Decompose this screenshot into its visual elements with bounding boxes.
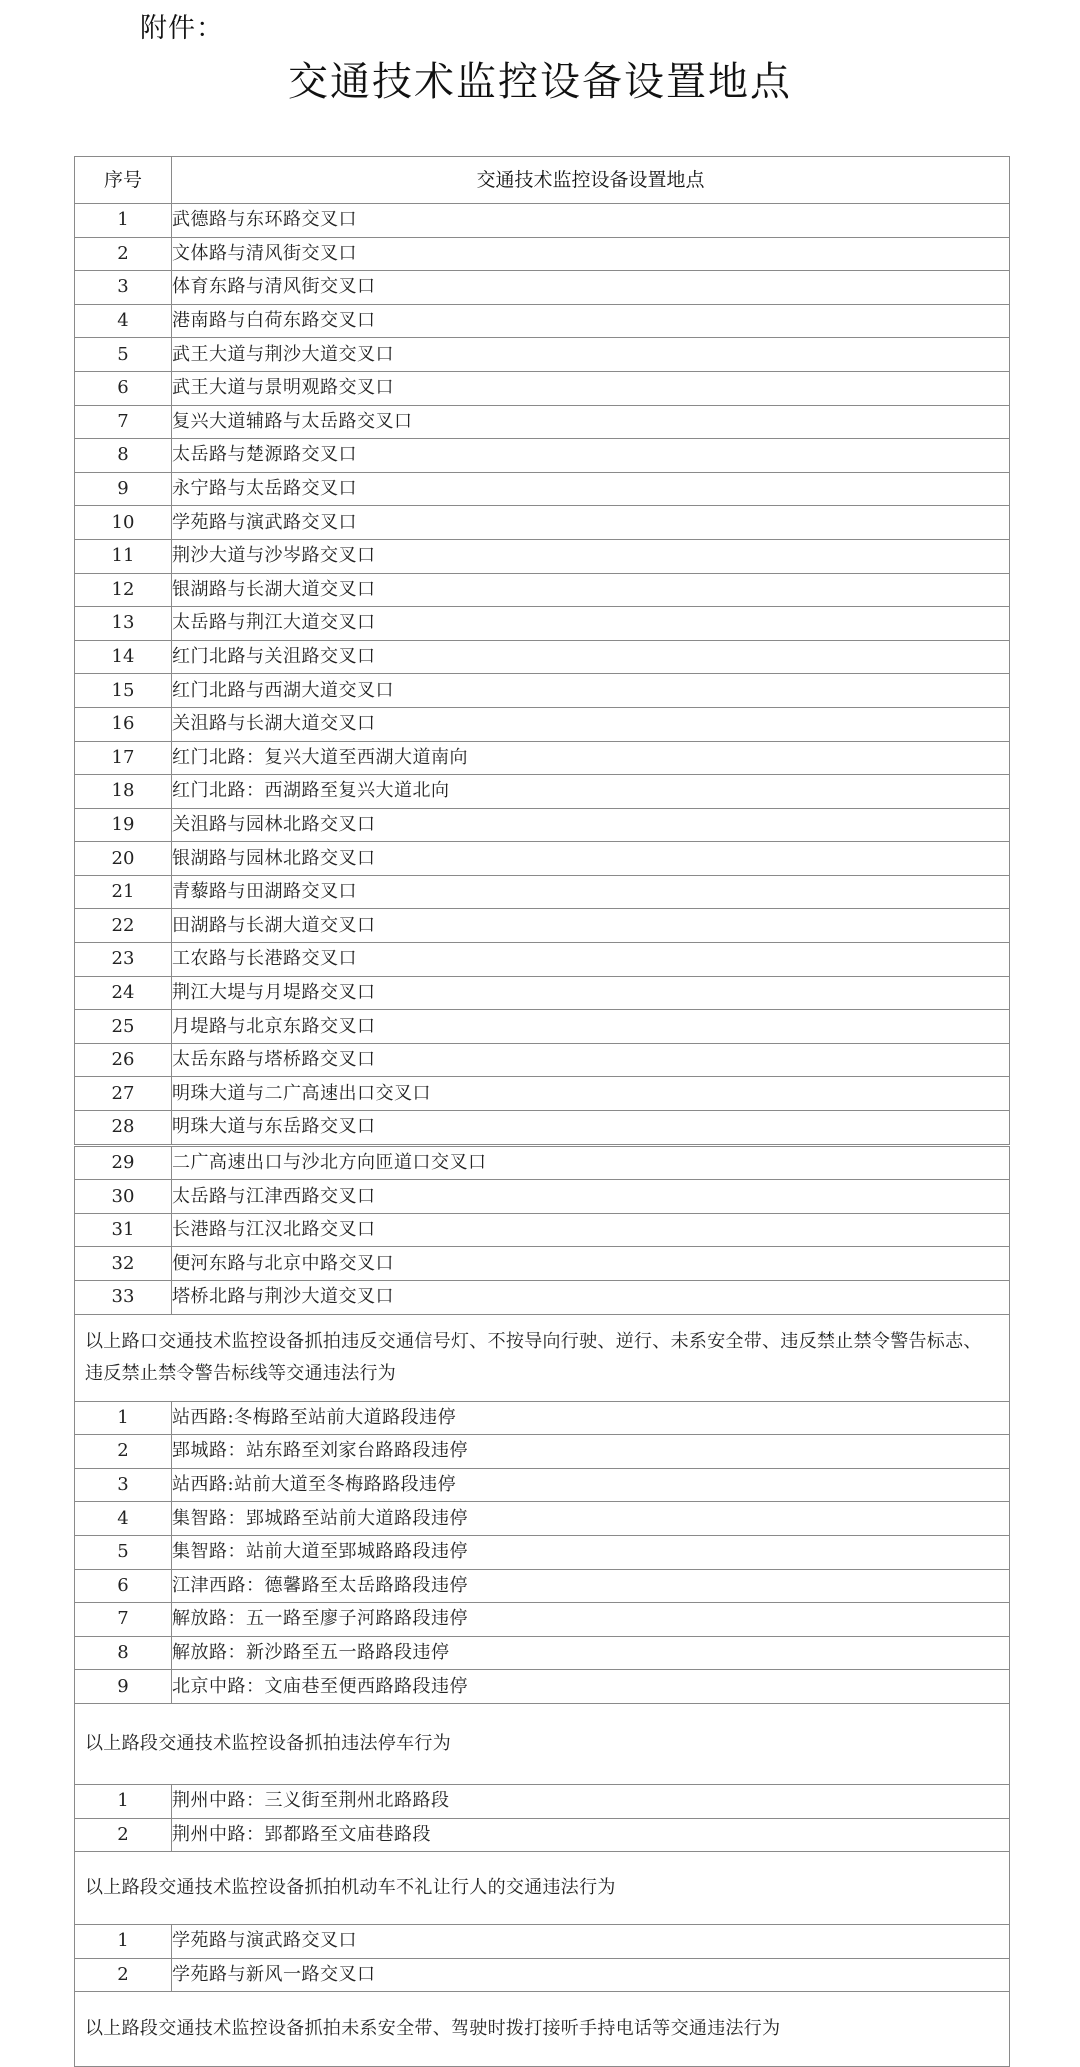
row-location: 站西路:站前大道至冬梅路路段违停 (172, 1468, 1010, 1502)
row-location: 武王大道与景明观路交叉口 (172, 371, 1010, 405)
row-location: 港南路与白荷东路交叉口 (172, 304, 1010, 338)
row-location: 银湖路与长湖大道交叉口 (172, 573, 1010, 607)
section-note: 以上路段交通技术监控设备抓拍机动车不礼让行人的交通违法行为 (75, 1852, 1010, 1925)
row-number: 8 (75, 1636, 172, 1670)
row-number: 26 (75, 1043, 172, 1077)
row-number: 9 (75, 1670, 172, 1704)
table-row (75, 1077, 1010, 1111)
table-row (75, 1958, 1010, 1992)
table-row (75, 842, 1010, 876)
row-number: 13 (75, 607, 172, 641)
table-row (75, 909, 1010, 943)
row-number: 21 (75, 875, 172, 909)
row-location: 荆江大堤与月堤路交叉口 (172, 976, 1010, 1010)
section-note-row (75, 1314, 1010, 1401)
row-number: 9 (75, 472, 172, 506)
table-body (75, 204, 1010, 2067)
row-location: 学苑路与演武路交叉口 (172, 1925, 1010, 1959)
table-row (75, 607, 1010, 641)
table-row (75, 976, 1010, 1010)
row-location: 站西路:冬梅路至站前大道路段违停 (172, 1401, 1010, 1435)
table-row (75, 875, 1010, 909)
row-location: 解放路：五一路至廖子河路路段违停 (172, 1603, 1010, 1637)
row-number: 18 (75, 775, 172, 809)
row-location: 集智路：郢城路至站前大道路段违停 (172, 1502, 1010, 1536)
row-number: 29 (75, 1145, 172, 1180)
section-note-row (75, 1992, 1010, 2067)
row-number: 15 (75, 674, 172, 708)
row-location: 红门北路与西湖大道交叉口 (172, 674, 1010, 708)
row-number: 16 (75, 707, 172, 741)
section-note: 以上路段交通技术监控设备抓拍违法停车行为 (75, 1703, 1010, 1784)
section-note: 以上路口交通技术监控设备抓拍违反交通信号灯、不按导向行驶、逆行、未系安全带、违反禁止禁令警告标志、违反禁止禁令警告标线等交通违法行为 (75, 1314, 1010, 1401)
table-row (75, 1213, 1010, 1247)
table-row (75, 1180, 1010, 1214)
row-location: 工农路与长港路交叉口 (172, 943, 1010, 977)
row-number: 7 (75, 405, 172, 439)
table-row (75, 1569, 1010, 1603)
row-location: 月堤路与北京东路交叉口 (172, 1010, 1010, 1044)
row-number: 1 (75, 1401, 172, 1435)
row-location: 银湖路与园林北路交叉口 (172, 842, 1010, 876)
row-number: 32 (75, 1247, 172, 1281)
table-row (75, 1145, 1010, 1180)
row-number: 1 (75, 1784, 172, 1818)
row-location: 文体路与清风街交叉口 (172, 237, 1010, 271)
row-location: 武德路与东环路交叉口 (172, 204, 1010, 238)
table-row (75, 204, 1010, 238)
row-number: 5 (75, 338, 172, 372)
row-location: 二广高速出口与沙北方向匝道口交叉口 (172, 1145, 1010, 1180)
table-row (75, 808, 1010, 842)
table-row (75, 1111, 1010, 1146)
row-location: 荆州中路：郢都路至文庙巷路段 (172, 1818, 1010, 1852)
document-title: 交通技术监控设备设置地点 (288, 59, 792, 105)
row-number: 28 (75, 1111, 172, 1146)
row-location: 塔桥北路与荆沙大道交叉口 (172, 1281, 1010, 1315)
attachment-label: 附件： (140, 13, 224, 44)
row-number: 14 (75, 640, 172, 674)
row-location: 田湖路与长湖大道交叉口 (172, 909, 1010, 943)
row-number: 8 (75, 439, 172, 473)
row-location: 关沮路与长湖大道交叉口 (172, 707, 1010, 741)
row-location: 集智路：站前大道至郢城路路段违停 (172, 1535, 1010, 1569)
table-row (75, 338, 1010, 372)
row-number: 30 (75, 1180, 172, 1214)
row-number: 7 (75, 1603, 172, 1637)
table-row (75, 640, 1010, 674)
table-row (75, 304, 1010, 338)
row-location: 便河东路与北京中路交叉口 (172, 1247, 1010, 1281)
row-location: 太岳路与楚源路交叉口 (172, 439, 1010, 473)
table-row (75, 741, 1010, 775)
row-location: 复兴大道辅路与太岳路交叉口 (172, 405, 1010, 439)
row-location: 荆沙大道与沙岑路交叉口 (172, 539, 1010, 573)
row-number: 1 (75, 1925, 172, 1959)
table-row (75, 472, 1010, 506)
row-number: 24 (75, 976, 172, 1010)
table-row (75, 674, 1010, 708)
row-number: 10 (75, 506, 172, 540)
row-number: 2 (75, 1435, 172, 1469)
table-row (75, 271, 1010, 305)
row-number: 12 (75, 573, 172, 607)
row-number: 17 (75, 741, 172, 775)
row-location: 太岳路与江津西路交叉口 (172, 1180, 1010, 1214)
row-number: 20 (75, 842, 172, 876)
table-row (75, 943, 1010, 977)
header-serial-number: 序号 (75, 157, 172, 204)
row-location: 明珠大道与二广高速出口交叉口 (172, 1077, 1010, 1111)
table-row (75, 237, 1010, 271)
row-number: 4 (75, 304, 172, 338)
row-number: 31 (75, 1213, 172, 1247)
row-location: 长港路与江汉北路交叉口 (172, 1213, 1010, 1247)
row-number: 6 (75, 371, 172, 405)
table-row (75, 1636, 1010, 1670)
table-row (75, 573, 1010, 607)
table-row (75, 1603, 1010, 1637)
row-location: 红门北路与关沮路交叉口 (172, 640, 1010, 674)
row-number: 33 (75, 1281, 172, 1315)
row-number: 6 (75, 1569, 172, 1603)
table-row (75, 405, 1010, 439)
row-location: 学苑路与演武路交叉口 (172, 506, 1010, 540)
row-number: 27 (75, 1077, 172, 1111)
table-row (75, 439, 1010, 473)
header-location: 交通技术监控设备设置地点 (172, 157, 1010, 204)
table-row (75, 1435, 1010, 1469)
table-row (75, 1502, 1010, 1536)
table-header-row (75, 157, 1010, 204)
row-number: 3 (75, 271, 172, 305)
table-row (75, 1535, 1010, 1569)
section-note: 以上路段交通技术监控设备抓拍未系安全带、驾驶时拨打接听手持电话等交通违法行为 (75, 1992, 1010, 2067)
table-row (75, 707, 1010, 741)
row-number: 22 (75, 909, 172, 943)
row-location: 江津西路：德馨路至太岳路路段违停 (172, 1569, 1010, 1603)
row-location: 荆州中路：三义街至荆州北路路段 (172, 1784, 1010, 1818)
table-row (75, 371, 1010, 405)
table-row (75, 539, 1010, 573)
row-location: 太岳路与荆江大道交叉口 (172, 607, 1010, 641)
row-location: 红门北路：复兴大道至西湖大道南向 (172, 741, 1010, 775)
row-location: 北京中路：文庙巷至便西路路段违停 (172, 1670, 1010, 1704)
row-location: 体育东路与清风街交叉口 (172, 271, 1010, 305)
table-row (75, 1401, 1010, 1435)
row-location: 学苑路与新风一路交叉口 (172, 1958, 1010, 1992)
section-note-row (75, 1852, 1010, 1925)
row-number: 2 (75, 1958, 172, 1992)
location-table (74, 156, 1010, 2067)
row-location: 武王大道与荆沙大道交叉口 (172, 338, 1010, 372)
row-location: 明珠大道与东岳路交叉口 (172, 1111, 1010, 1146)
table-row (75, 1281, 1010, 1315)
row-location: 青藜路与田湖路交叉口 (172, 875, 1010, 909)
table-row (75, 1247, 1010, 1281)
table-row (75, 506, 1010, 540)
table-row (75, 1784, 1010, 1818)
row-number: 2 (75, 1818, 172, 1852)
table-row (75, 1010, 1010, 1044)
table-row (75, 1925, 1010, 1959)
row-number: 5 (75, 1535, 172, 1569)
row-number: 23 (75, 943, 172, 977)
row-location: 关沮路与园林北路交叉口 (172, 808, 1010, 842)
row-number: 2 (75, 237, 172, 271)
row-location: 永宁路与太岳路交叉口 (172, 472, 1010, 506)
row-number: 11 (75, 539, 172, 573)
row-location: 解放路：新沙路至五一路路段违停 (172, 1636, 1010, 1670)
row-location: 郢城路：站东路至刘家台路路段违停 (172, 1435, 1010, 1469)
table-row (75, 1818, 1010, 1852)
row-number: 19 (75, 808, 172, 842)
table-row (75, 1670, 1010, 1704)
section-note-row (75, 1703, 1010, 1784)
row-location: 太岳东路与塔桥路交叉口 (172, 1043, 1010, 1077)
row-number: 4 (75, 1502, 172, 1536)
row-number: 25 (75, 1010, 172, 1044)
table-row (75, 1043, 1010, 1077)
table-row (75, 1468, 1010, 1502)
row-number: 1 (75, 204, 172, 238)
table-row (75, 775, 1010, 809)
row-number: 3 (75, 1468, 172, 1502)
row-location: 红门北路：西湖路至复兴大道北向 (172, 775, 1010, 809)
